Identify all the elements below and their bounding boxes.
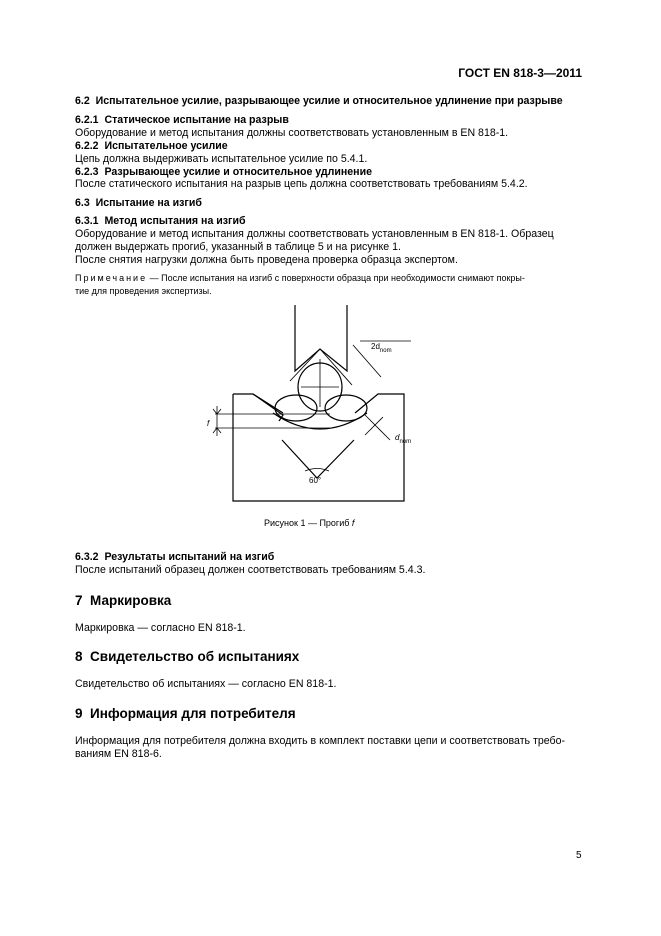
section-9-heading (75, 706, 296, 721)
page-number: 5 (576, 850, 582, 861)
die-v-notch (282, 440, 354, 478)
section-number: 7 (75, 593, 83, 608)
section-6-2-1-heading (75, 114, 289, 127)
paragraph: После испытаний образец должен соответствовать требованиям 5.4.3. (75, 564, 426, 576)
caption-variable: f (351, 518, 355, 528)
paragraph: Оборудование и метод испытания должны соответствовать установленным в EN 818-1. (75, 127, 509, 139)
section-number: 6.2.1 (75, 114, 99, 126)
paragraph-line: должен выдержать прогиб, указанный в таблице 5 и на рисунке 1. (75, 241, 401, 253)
section-number: 6.3 (75, 197, 90, 209)
paragraph-line: После снятия нагрузки должна быть проведена проверка образца экспертом. (75, 254, 458, 266)
section-title: Испытательное усилие, разрывающее усилие и относительное удлинение при разрыве (95, 95, 563, 107)
note-label: Примечание (75, 273, 148, 283)
paragraph: Свидетельство об испытаниях — согласно EN 818-1. (75, 678, 337, 690)
label-angle: 60° (309, 476, 322, 485)
note-text: — После испытания на изгиб с поверхности образца при необходимости снимают покры- (147, 273, 525, 283)
section-title: Маркировка (90, 593, 172, 608)
section-number: 8 (75, 649, 83, 664)
section-6-2-heading (75, 95, 563, 108)
section-title: Результаты испытаний на изгиб (104, 551, 275, 563)
section-number: 6.2.3 (75, 166, 99, 178)
paragraph: Маркировка — согласно EN 818-1. (75, 622, 246, 634)
section-title: Метод испытания на изгиб (104, 215, 246, 227)
section-title: Свидетельство об испытаниях (90, 649, 300, 664)
section-title: Разрывающее усилие и относительное удлинение (104, 166, 372, 178)
section-title: Статическое испытание на разрыв (104, 114, 289, 126)
section-6-2-2-heading (75, 140, 228, 153)
section-number: 9 (75, 706, 83, 721)
figure-caption (264, 518, 354, 528)
section-6-3-heading (75, 197, 202, 210)
section-title: Испытательное усилие (104, 140, 228, 152)
section-title: Информация для потребителя (90, 706, 296, 721)
label-2d-nom: $2d_{nom}$ (371, 342, 392, 354)
section-number: 6.2.2 (75, 140, 99, 152)
section-6-3-1-heading (75, 215, 246, 228)
note (75, 272, 525, 285)
standard-designation: ГОСТ EN 818-3—2011 (458, 66, 582, 80)
bend-test-figure (205, 305, 430, 510)
section-8-heading (75, 649, 299, 664)
paragraph: После статического испытания на разрыв цепь должна соответствовать требованиям 5.4.2. (75, 178, 528, 190)
section-title: Испытание на изгиб (95, 197, 202, 209)
note-text-line: тие для проведения экспертизы. (75, 286, 212, 296)
ram-punch (295, 305, 347, 371)
label-d-nom: $d_{nom}$ (395, 433, 412, 445)
caption-text: Рисунок 1 — Прогиб (264, 518, 350, 528)
paragraph-line: Информация для потребителя должна входить в комплект поставки цепи и соответствовать требо- (75, 735, 566, 747)
paragraph: Цепь должна выдерживать испытательное усилие по 5.4.1. (75, 153, 368, 165)
section-6-3-2-heading (75, 551, 274, 564)
paragraph-line: Оборудование и метод испытания должны соответствовать установленным в EN 818-1. Образец (75, 228, 554, 240)
label-f: f (207, 419, 210, 428)
paragraph-line: ваниям EN 818-6. (75, 748, 162, 760)
section-number: 6.3.2 (75, 551, 99, 563)
chain-link-left (275, 395, 317, 421)
section-number: 6.2 (75, 95, 90, 107)
section-7-heading (75, 593, 171, 608)
section-number: 6.3.1 (75, 215, 99, 227)
